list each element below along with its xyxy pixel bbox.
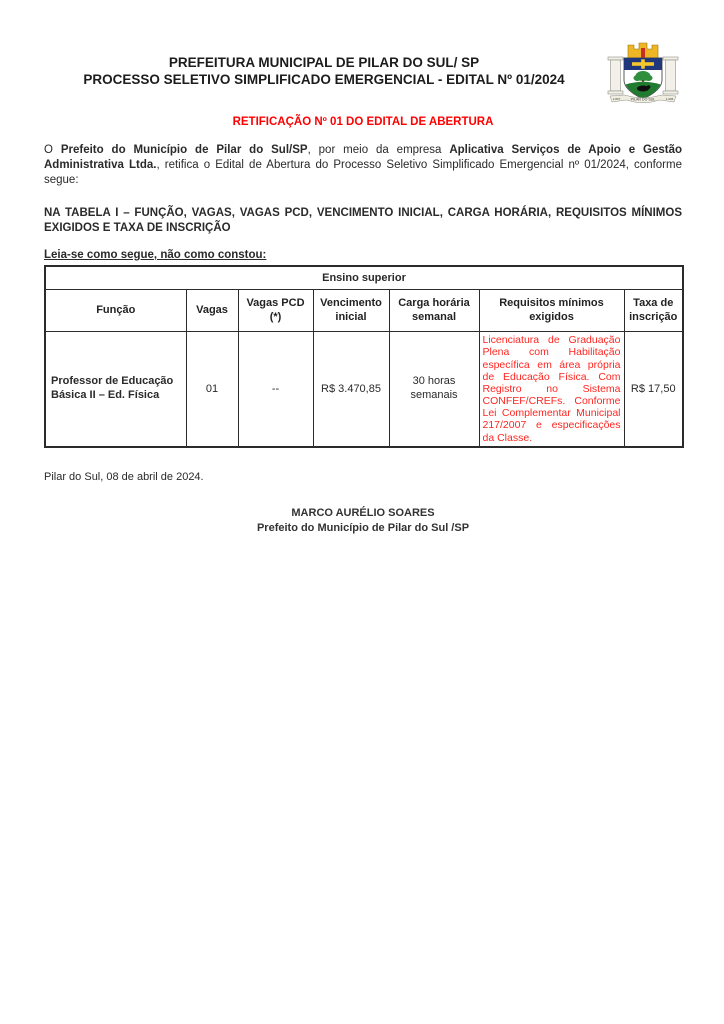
- column-header-requisitos: Requisitos mínimos exigidos: [479, 290, 624, 332]
- cell-vagas: 01: [186, 332, 238, 447]
- cell-vencimento: R$ 3.470,85: [313, 332, 389, 447]
- lead-in-text: Leia-se como segue, não como constou:: [44, 248, 267, 261]
- table-column-header-row: [45, 290, 683, 332]
- table-row: [45, 332, 683, 447]
- signature-name: MARCO AURÉLIO SOARES: [291, 506, 435, 519]
- signature-title: Prefeito do Município de Pilar do Sul /SP: [256, 521, 470, 534]
- retification-title: RETIFICAÇÃO Nº 01 DO EDITAL DE ABERTURA: [232, 116, 494, 128]
- intro-seg4-bold: Aplicativa Serviços de Apoio e Gestão Administrativa Ltda.: [44, 144, 683, 171]
- table-group-header-row: [45, 266, 683, 290]
- municipal-crest-icon: [604, 38, 682, 106]
- intro-paragraph: [44, 143, 682, 188]
- intro-seg5: , retifica o Edital de Abertura do Processo Seletivo Simplificado Emergencial nº 01/2024, conforme segue:: [44, 158, 682, 186]
- header-title-line2: PROCESSO SELETIVO SIMPLIFICADO EMERGENCIAL - EDITAL Nº 01/2024: [83, 72, 565, 88]
- column-header-taxa: Taxa de inscrição: [624, 290, 683, 332]
- cell-funcao: Professor de Educação Básica II – Ed. Física: [45, 332, 186, 447]
- column-header-vagas: Vagas: [186, 290, 238, 332]
- column-header-vagas-pcd: Vagas PCD (*): [238, 290, 313, 332]
- pillar-right-icon: [663, 57, 678, 94]
- pillar-left-icon: [608, 57, 623, 94]
- document-header: [44, 38, 682, 106]
- crest-banner-text: PILAR DO SUL: [630, 97, 656, 102]
- coat-of-arms-icon: [604, 38, 682, 106]
- header-title: [44, 38, 604, 89]
- cell-taxa: R$ 17,50: [624, 332, 683, 447]
- column-header-carga-horaria: Carga horária semanal: [389, 290, 479, 332]
- cell-carga-horaria: 30 horas semanais: [389, 332, 479, 447]
- intro-seg2-bold: Prefeito do Município de Pilar do Sul/SP: [60, 144, 308, 156]
- date-line: Pilar do Sul, 08 de abril de 2024.: [44, 470, 204, 483]
- positions-table: [44, 265, 684, 448]
- cell-requisitos: Licenciatura de Graduação Plena com Habilitação específica em área própria de Educação Física. Com Registro no Sistema CONFEF/CREFs. Conforme Lei Complementar Municipal 217/2007 e especificações da Classe.: [479, 332, 624, 447]
- header-title-line1: PREFEITURA MUNICIPAL DE PILAR DO SUL/ SP: [168, 55, 480, 70]
- crest-year-left: 1.807: [612, 96, 621, 101]
- column-header-funcao: Função: [45, 290, 186, 332]
- table-group-header: Ensino superior: [45, 266, 683, 290]
- cell-vagas-pcd: --: [238, 332, 313, 447]
- intro-seg1: O: [44, 144, 61, 156]
- intro-seg3: , por meio da empresa: [307, 144, 450, 156]
- section-heading: NA TABELA I – FUNÇÃO, VAGAS, VAGAS PCD, VENCIMENTO INICIAL, CARGA HORÁRIA, REQUISITOS MÍNIMOS EXIGIDOS E TAXA DE INSCRIÇÃO: [44, 206, 682, 234]
- signature-block: [44, 506, 682, 536]
- column-header-vencimento: Vencimento inicial: [313, 290, 389, 332]
- crest-year-right: 1.906: [665, 96, 674, 101]
